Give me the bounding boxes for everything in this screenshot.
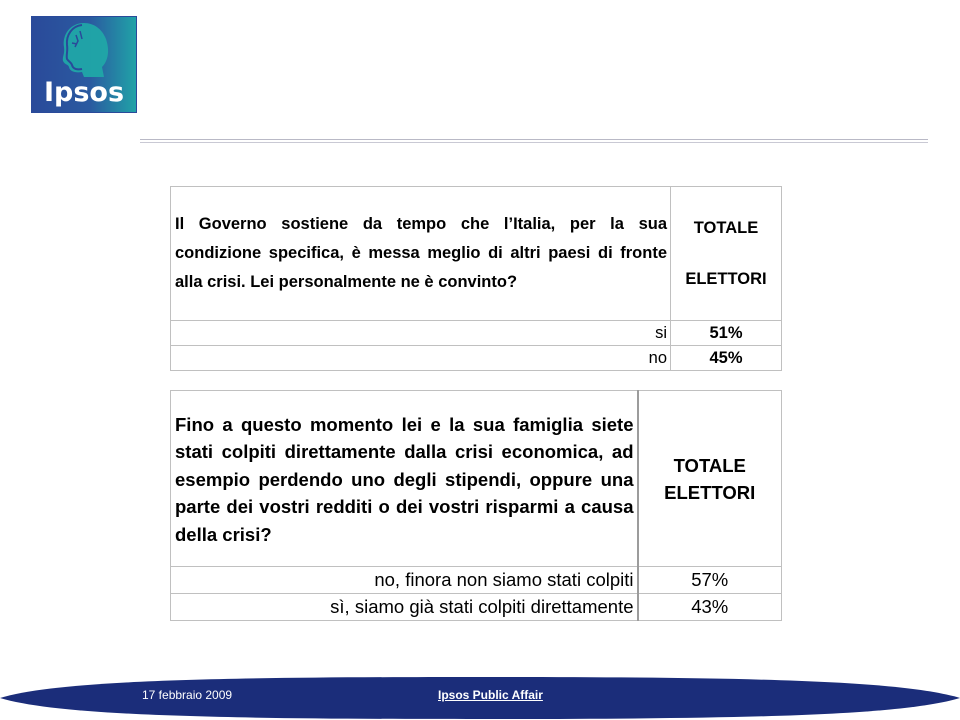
survey-table-2 (170, 390, 782, 621)
answer-value: 45% (671, 346, 782, 371)
total-voters-header (638, 391, 782, 567)
header-line-1: TOTALE (693, 219, 759, 237)
table-header-row (171, 187, 782, 321)
header-line-1: TOTALE (673, 454, 746, 476)
answer-label: no, finora non siamo stati colpiti (171, 567, 638, 594)
footer-brand: Ipsos Public Affair (438, 688, 543, 702)
answer-value: 43% (638, 594, 782, 621)
survey-table-1 (170, 186, 782, 371)
total-voters-header (671, 187, 782, 321)
table-row (171, 321, 782, 346)
logo-graphic (32, 17, 137, 113)
answer-label: si (171, 321, 671, 346)
header-divider (140, 139, 928, 143)
answer-label: no (171, 346, 671, 371)
question-cell: Il Governo sostiene da tempo che l’Italia, per la sua condizione specifica, è messa meglio di altri paesi di fronte alla crisi. Lei personalmente ne è convinto? (171, 187, 671, 321)
footer-date: 17 febbraio 2009 (142, 688, 233, 702)
answer-label: sì, siamo già stati colpiti direttamente (171, 594, 638, 621)
table-row (171, 594, 782, 621)
ipsos-logo (31, 16, 137, 113)
question-cell: Fino a questo momento lei e la sua famiglia siete stati colpiti direttamente dalla crisi economica, ad esempio perdendo uno degli stipendi, oppure una parte dei vostri redditi o dei vostri risparmi a causa della crisi? (171, 391, 638, 567)
header-line-2: ELETTORI (664, 481, 756, 503)
answer-value: 51% (671, 321, 782, 346)
table-row (171, 567, 782, 594)
answer-value: 57% (638, 567, 782, 594)
table-header-row (171, 391, 782, 567)
table-row (171, 346, 782, 371)
logo-text: Ipsos (43, 77, 125, 108)
header-line-2: ELETTORI (685, 269, 767, 288)
